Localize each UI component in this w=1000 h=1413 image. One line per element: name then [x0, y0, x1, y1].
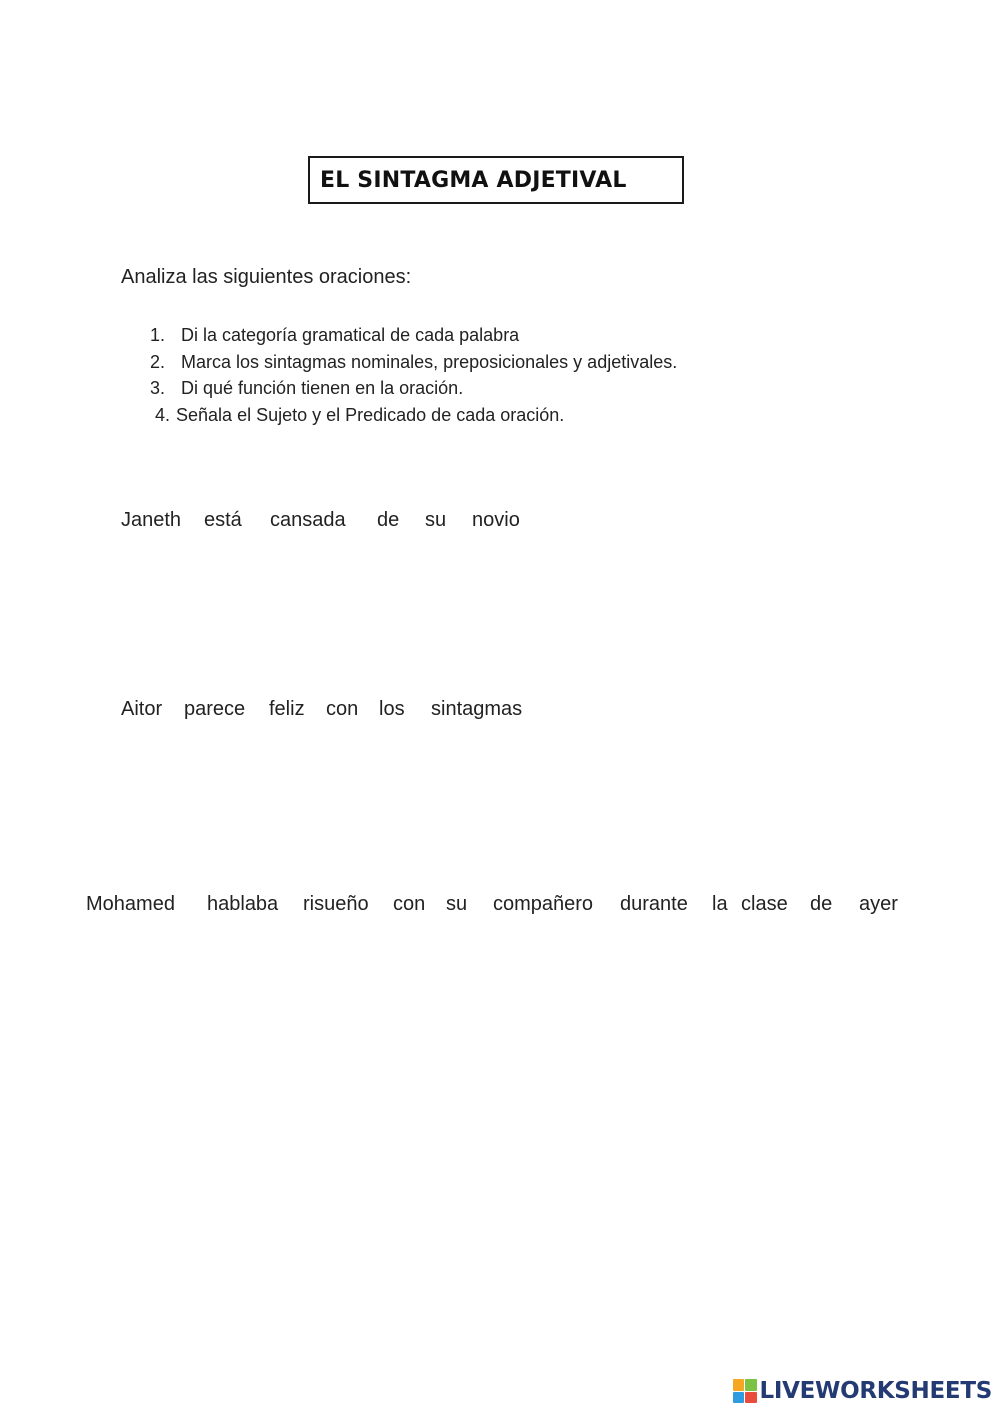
word: clase [741, 893, 788, 915]
word: con [326, 698, 359, 720]
word: de [377, 509, 400, 531]
word: cansada [270, 509, 346, 531]
word: ayer [859, 893, 898, 915]
instruction-item [150, 375, 677, 402]
sentence-3 [0, 893, 1000, 923]
instruction-text: Marca los sintagmas nominales, preposicionales y adjetivales. [181, 351, 678, 372]
word: de [810, 893, 833, 915]
title-box [308, 156, 684, 204]
word: risueño [303, 893, 369, 915]
sentence-1 [0, 509, 1000, 539]
instruction-item [150, 322, 677, 349]
instruction-list [150, 322, 677, 428]
logo-square [745, 1392, 757, 1404]
instruction-text: Di qué función tienen en la oración. [181, 378, 464, 398]
word: durante [620, 893, 688, 915]
instruction-number: 3. [150, 378, 166, 398]
word: su [425, 509, 447, 531]
word: novio [472, 509, 520, 531]
word: sintagmas [431, 698, 523, 720]
page-title: EL SINTAGMA ADJETIVAL [320, 167, 627, 193]
word: Janeth [121, 509, 182, 531]
word: la [712, 893, 728, 915]
word: con [393, 893, 426, 915]
logo-square [733, 1379, 745, 1391]
word: Mohamed [86, 893, 175, 915]
instruction-number: 2. [150, 351, 166, 372]
word: feliz [269, 698, 305, 720]
instruction-text: Señala el Sujeto y el Predicado de cada oración. [176, 404, 565, 425]
liveworksheets-logo-icon [733, 1379, 757, 1403]
sentence-2 [0, 698, 1000, 728]
instruction-number: 1. [150, 325, 166, 345]
logo-square [733, 1392, 745, 1404]
logo-text: LIVEWORKSHEETS [759, 1378, 992, 1404]
word: su [446, 893, 468, 915]
instruction-item [155, 402, 677, 429]
word: hablaba [207, 893, 279, 915]
word: parece [184, 698, 246, 720]
intro-text: Analiza las siguientes oraciones: [121, 266, 412, 288]
word: los [379, 698, 405, 720]
logo-square [745, 1379, 757, 1391]
instruction-item [150, 349, 677, 376]
word: está [204, 509, 242, 531]
instruction-text: Di la categoría gramatical de cada palabra [181, 325, 520, 345]
word: Aitor [121, 698, 163, 720]
word: compañero [493, 893, 594, 915]
liveworksheets-logo [733, 1375, 992, 1407]
instruction-number: 4. [155, 404, 171, 425]
